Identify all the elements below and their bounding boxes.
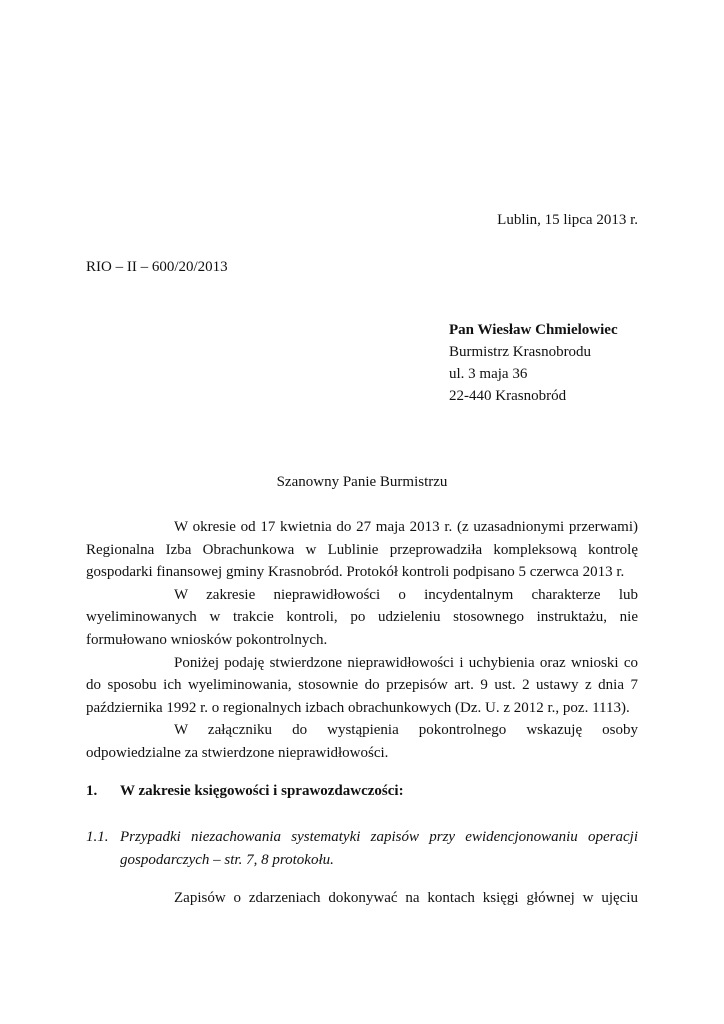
letter-date: Lublin, 15 lipca 2013 r. (497, 212, 638, 228)
salutation: Szanowny Panie Burmistrzu (276, 474, 448, 490)
section-title: W zakresie księgowości i sprawozdawczości: (120, 783, 404, 799)
subsection-title: Przypadki niezachowania systematyki zapisów przy ewidencjonowaniu operacji gospodarczych – str. 7, 8 protokołu. (120, 829, 638, 868)
body-paragraph: W załączniku do wystąpienia pokontrolnego wskazuję osoby odpowiedzialne za stwierdzone nieprawidłowości. (86, 722, 638, 761)
letter-body (86, 516, 638, 765)
addressee-position: Burmistrz Krasnobrodu (449, 344, 592, 360)
subsection-number: 1.1. (86, 829, 109, 845)
body-paragraph-continued: Zapisów o zdarzeniach dokonywać na kontach księgi głównej w ujęciu (174, 890, 638, 906)
addressee-street: ul. 3 maja 36 (449, 366, 528, 382)
addressee-block (449, 319, 618, 407)
reference-number: RIO – II – 600/20/2013 (86, 259, 228, 275)
body-paragraph: Poniżej podaję stwierdzone nieprawidłowości i uchybienia oraz wnioski co do sposobu ich wyeliminowania, stosownie do przepisów art. 9 ust. 2 ustawy z dnia 7 października 1992 r. o regionalnych izbach obrachunkowych (Dz. U. z 2012 r., poz. 1113). (86, 654, 638, 716)
addressee-city: 22-440 Krasnobród (449, 388, 567, 404)
body-paragraph: W zakresie nieprawidłowości o incydentalnym charakterze lub wyeliminowanych w trakcie kontroli, po udzieleniu stosownego instruktażu, nie formułowano wniosków pokontrolnych. (86, 586, 638, 648)
section-heading (86, 780, 404, 802)
body-paragraph: W okresie od 17 kwietnia do 27 maja 2013 r. (z uzasadnionymi przerwami) Regionalna Izba Obrachunkowa w Lublinie przeprowadziła kompleksową kontrolę gospodarki finansowej gminy Krasnobród. Protokół kontroli podpisano 5 czerwca 2013 r. (86, 519, 638, 581)
section-number: 1. (86, 783, 98, 799)
subsection-heading (86, 826, 638, 871)
addressee-name: Pan Wiesław Chmielowiec (449, 322, 618, 338)
